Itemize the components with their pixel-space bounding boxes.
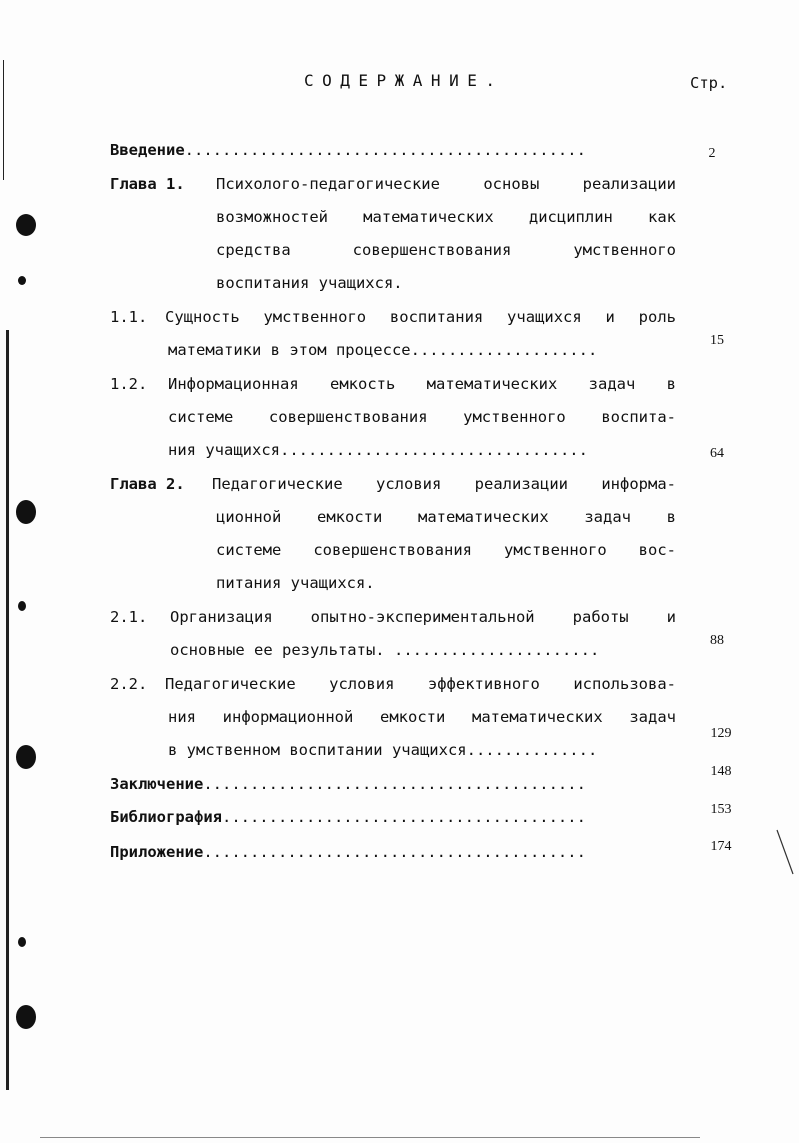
toc-entry-label: Приложение (110, 843, 204, 861)
toc-line: воспитания учащихся. (216, 274, 403, 292)
toc-dot-leader: ......................................... (203, 843, 586, 861)
punch-hole (16, 500, 36, 524)
toc-entry-label: Заключение (110, 775, 204, 793)
toc-line: системе совершенствования умственного воспита- (168, 408, 676, 426)
toc-chapter-label: Глава 1. (110, 175, 185, 193)
binding-edge-line (6, 330, 9, 1090)
toc-dot-leader: ...................... (393, 641, 600, 659)
toc-dot-leader: ........................................... (184, 141, 586, 159)
toc-line: Сущность умственного воспитания учащихся и роль (165, 308, 676, 326)
toc-line: Информационная емкость математических задач в (168, 375, 676, 393)
punch-hole (18, 937, 26, 947)
punch-hole (16, 745, 36, 769)
toc-line: ния информационной емкости математических задач (168, 708, 676, 726)
toc-line: в умственном воспитании учащихся.............. (168, 741, 598, 759)
toc-line: Организация опытно-экспериментальной работы и (170, 608, 676, 626)
toc-page-number: 15 (710, 333, 724, 348)
stray-mark (775, 828, 795, 876)
punch-hole (18, 601, 26, 611)
toc-entry-appendix (110, 842, 586, 862)
punch-hole (16, 1005, 36, 1029)
toc-page-number: 64 (710, 446, 724, 461)
toc-page-number: 153 (710, 802, 732, 817)
punch-hole (16, 214, 36, 236)
bottom-scan-line (40, 1137, 700, 1138)
toc-entry-conclusion (110, 774, 586, 794)
toc-line: системе совершенствования умственного вос- (216, 541, 676, 559)
toc-section-number: 1.1. (110, 308, 148, 326)
toc-dot-leader: ......................................... (203, 775, 586, 793)
toc-dot-leader: ................................. (279, 441, 588, 459)
toc-line: возможностей математических дисциплин как (216, 208, 676, 226)
toc-entry-bibliography (110, 807, 586, 827)
toc-chapter-label: Глава 2. (110, 475, 185, 493)
toc-page-number: 129 (710, 726, 732, 741)
toc-section-number: 2.2. (110, 675, 148, 693)
toc-line: математики в этом процессе.................... (168, 341, 598, 359)
toc-dot-leader: .................... (410, 341, 598, 359)
toc-line: Педагогические условия реализации информа- (212, 475, 676, 493)
toc-page-number: 2 (708, 146, 716, 161)
toc-dot-leader: ....................................... (221, 808, 586, 826)
toc-page-number: 88 (710, 633, 724, 648)
toc-section-number: 1.2. (110, 375, 148, 393)
toc-entry-label: Библиография (110, 808, 222, 826)
toc-entry-intro (110, 140, 586, 160)
toc-line: средства совершенствования умственного (216, 241, 676, 259)
toc-line: ния учащихся................................. (168, 441, 588, 459)
toc-entry-label: Введение (110, 141, 185, 159)
page-title: СОДЕРЖАНИЕ. (304, 71, 504, 90)
punch-hole (18, 276, 26, 285)
toc-line: Психолого-педагогические основы реализации (216, 175, 676, 193)
toc-line: Педагогические условия эффективного использова- (165, 675, 676, 693)
toc-line: ционной емкости математических задач в (216, 508, 676, 526)
toc-page-number: 148 (710, 764, 732, 779)
binding-edge-line-thin (3, 60, 4, 180)
toc-line: питания учащихся. (216, 574, 375, 592)
toc-section-number: 2.1. (110, 608, 148, 626)
page-column-label: Стр. (690, 74, 728, 92)
toc-line: основные ее результаты. ...................... (170, 641, 600, 659)
toc-page-number: 174 (710, 839, 732, 854)
toc-dot-leader: .............. (466, 741, 598, 759)
